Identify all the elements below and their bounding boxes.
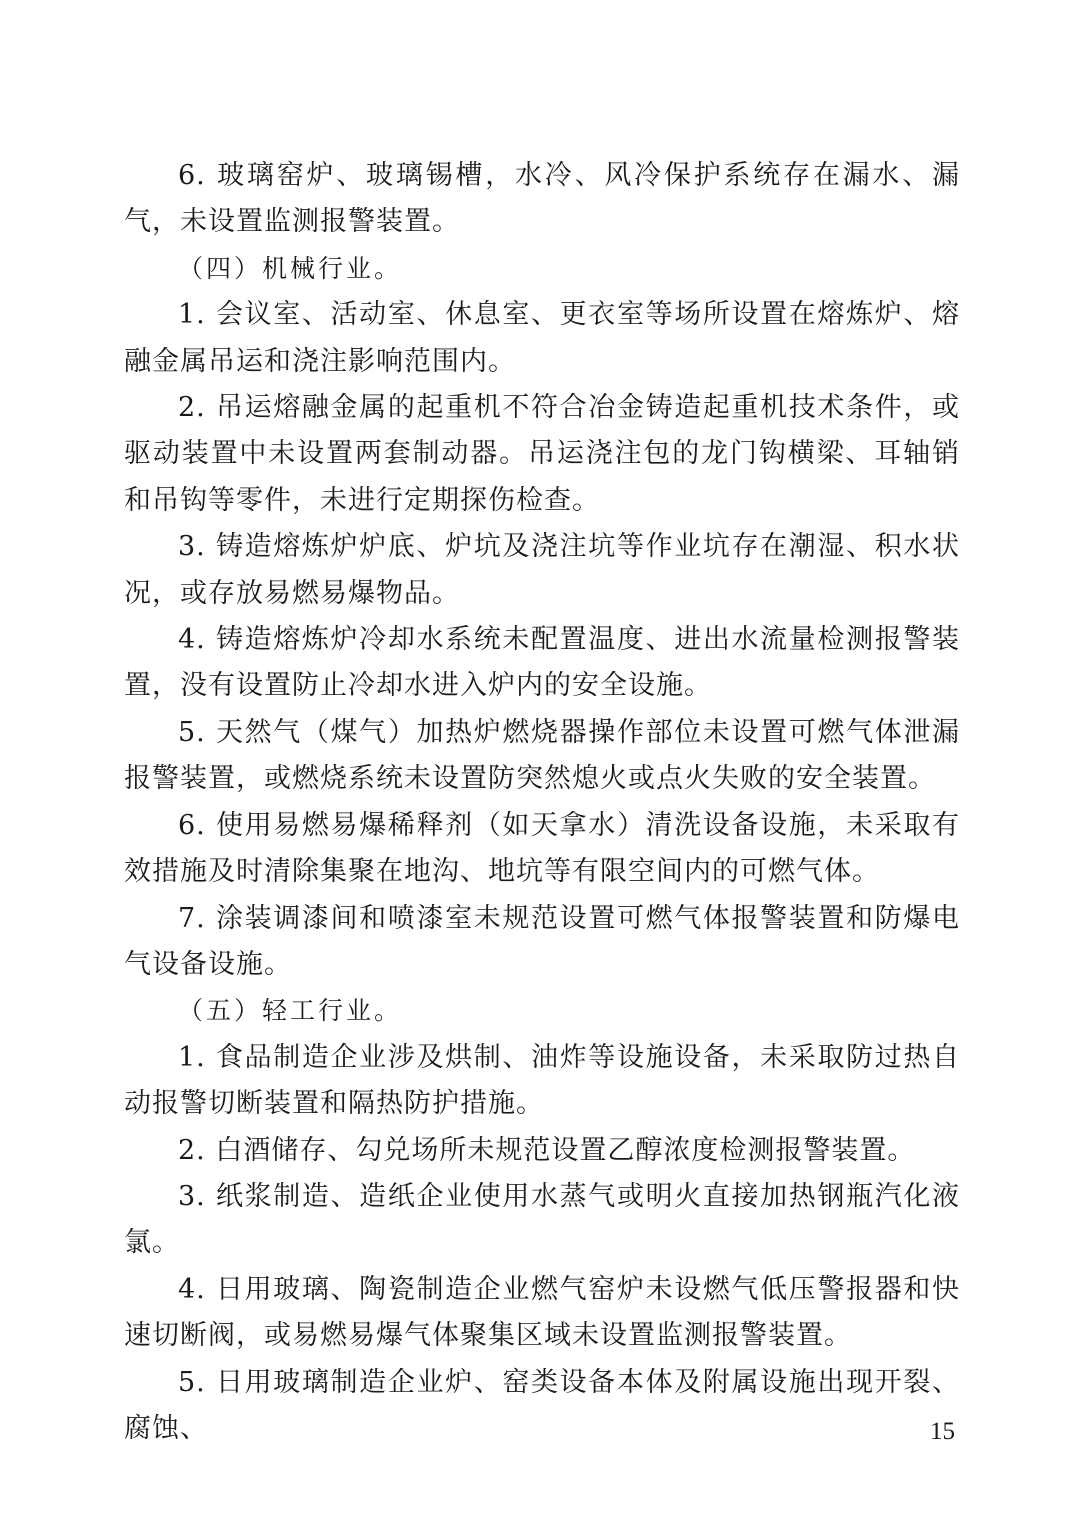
paragraph: 2. 吊运熔融金属的起重机不符合冶金铸造起重机技术条件，或驱动装置中未设置两套制动器。吊运浇注包的龙门钩横梁、耳轴销和吊钩等零件，未进行定期探伤检查。: [124, 392, 960, 516]
paragraph: 5. 日用玻璃制造企业炉、窑类设备本体及附属设施出现开裂、腐蚀、: [124, 1366, 960, 1444]
paragraph: 2. 白酒储存、勾兑场所未规范设置乙醇浓度检测报警装置。: [178, 1134, 916, 1166]
page-number: 15: [930, 1418, 955, 1445]
paragraph: 7. 涂装调漆间和喷漆室未规范设置可燃气体报警装置和防爆电气设备设施。: [124, 902, 960, 980]
paragraph: 4. 日用玻璃、陶瓷制造企业燃气窑炉未设燃气低压警报器和快速切断阀，或易燃易爆气体聚集区域未设置监测报警装置。: [124, 1273, 960, 1352]
paragraph: 5. 天然气（煤气）加热炉燃烧器操作部位未设置可燃气体泄漏报警装置，或燃烧系统未设置防突然熄火或点火失败的安全装置。: [124, 716, 960, 795]
paragraph: 1. 会议室、活动室、休息室、更衣室等场所设置在熔炼炉、熔融金属吊运和浇注影响范围内。: [124, 299, 960, 377]
paragraph: 3. 铸造熔炼炉炉底、炉坑及浇注坑等作业坑存在潮湿、积水状况，或存放易燃易爆物品。: [124, 531, 960, 609]
paragraph: 1. 食品制造企业涉及烘制、油炸等设施设备，未采取防过热自动报警切断装置和隔热防护措施。: [124, 1041, 960, 1120]
document-body: [124, 153, 960, 1452]
section-heading: （五）轻工行业。: [178, 996, 403, 1026]
paragraph: 6. 玻璃窑炉、玻璃锡槽，水冷、风冷保护系统存在漏水、漏气，未设置监测报警装置。: [124, 160, 960, 238]
paragraph: 3. 纸浆制造、造纸企业使用水蒸气或明火直接加热钢瓶汽化液氯。: [124, 1180, 960, 1259]
paragraph: 4. 铸造熔炼炉冷却水系统未配置温度、进出水流量检测报警装置，没有设置防止冷却水进入炉内的安全设施。: [124, 624, 960, 702]
section-heading: （四）机械行业。: [178, 253, 403, 283]
paragraph: 6. 使用易燃易爆稀释剂（如天拿水）清洗设备设施，未采取有效措施及时清除集聚在地沟、地坑等有限空间内的可燃气体。: [124, 809, 960, 888]
